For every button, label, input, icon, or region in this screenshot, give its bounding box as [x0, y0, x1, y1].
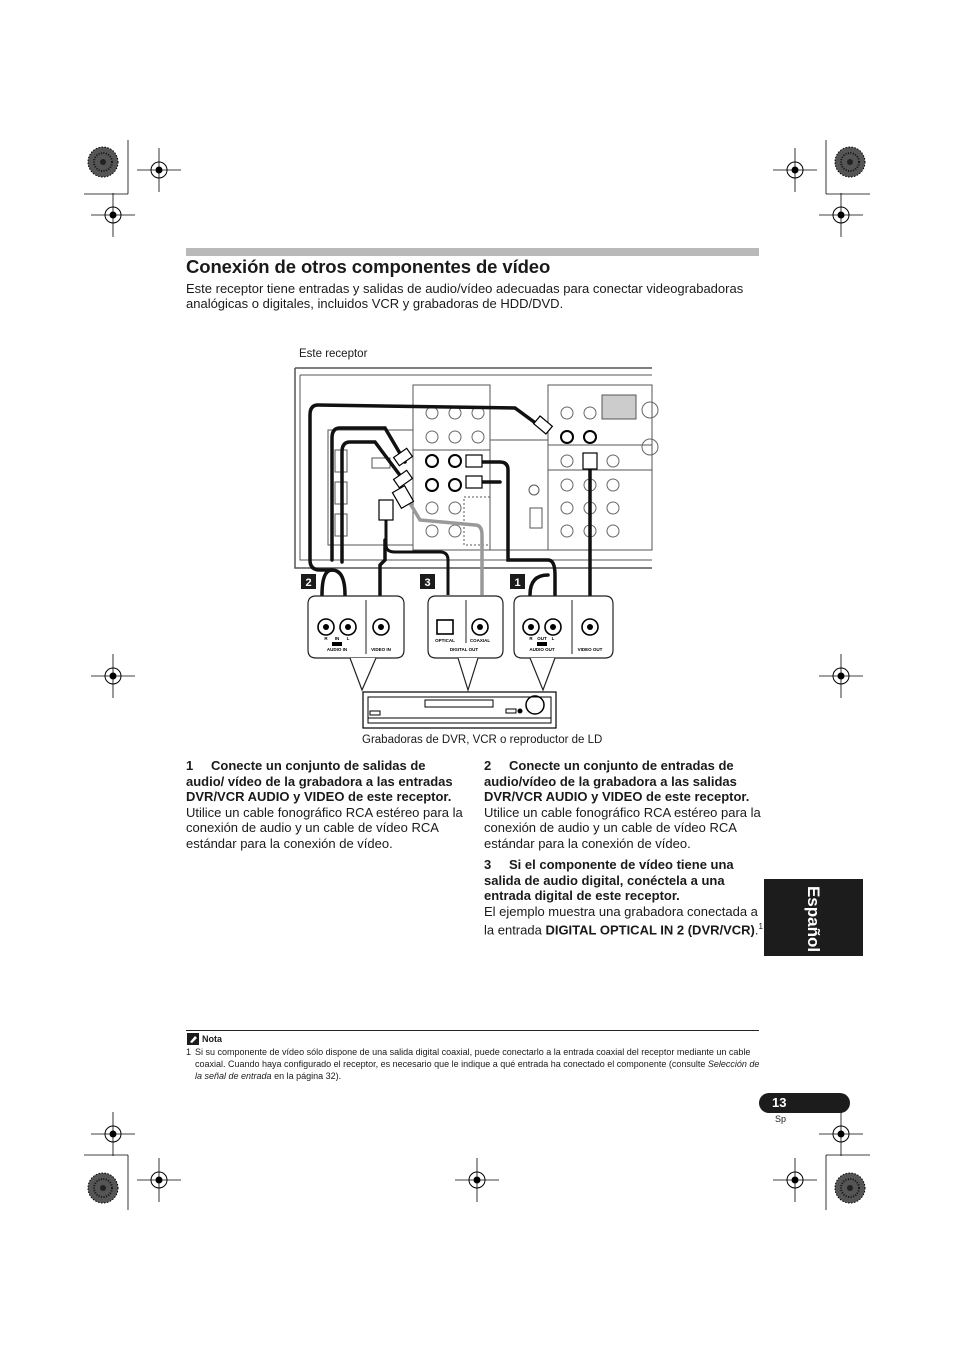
panel-coaxial: COAXIAL [469, 638, 491, 643]
panel-in-l: L [346, 636, 350, 641]
recorder-device [363, 692, 556, 728]
step-1-text: Utilice un cable fonográfico RCA estéreo para la conexión de audio y un cable de vídeo RCA estándar para la conexión de vídeo. [186, 804, 463, 851]
panel-audio-out: AUDIO OUT [529, 647, 555, 652]
panel-digital-out: DIGITAL OUT [449, 647, 479, 652]
note-text-link: Selección de la señal de entrada [195, 1059, 760, 1081]
section-title: Conexión de otros componentes de vídeo [186, 256, 551, 277]
receiver-caption: Este receptor [299, 348, 368, 360]
step-1-heading: Conecte un conjunto de salidas de audio/ vídeo de la grabadora a las entradas DVR/VCR AUDIO y VIDEO de este receptor. [186, 758, 453, 804]
note-text [195, 1046, 761, 1082]
step-3-input-name: DIGITAL OPTICAL IN 2 (DVR/VCR) [545, 922, 755, 938]
panel-out-r: R [529, 636, 533, 641]
language-tab-label: Español [804, 885, 823, 953]
callout-markers [301, 574, 525, 589]
page-number: 13 [772, 1095, 787, 1110]
step-1-number: 1 [186, 758, 194, 773]
panel-in-in: IN [334, 636, 340, 641]
connection-diagram [290, 362, 660, 732]
step-3 [484, 857, 764, 938]
step-2-heading: Conecte un conjunto de entradas de audio/vídeo de la grabadora a las salidas DVR/VCR AUDIO y VIDEO de este receptor. [484, 758, 750, 804]
callout-3: 3 [424, 577, 431, 589]
panel-video-in: VIDEO IN [371, 647, 391, 652]
panel-audio-in: AUDIO IN [326, 647, 348, 652]
panel-optical: OPTICAL [435, 638, 455, 643]
receiver-panel [295, 368, 652, 568]
step-3-heading: Si el componente de vídeo tiene una salida de audio digital, conéctela a una entrada digital de este receptor. [484, 857, 734, 903]
note-text-end: en la página 32). [271, 1071, 342, 1081]
note-number: 1 [186, 1047, 192, 1057]
recorder-caption: Grabadoras de DVR, VCR o reproductor de LD [362, 734, 603, 746]
step-3-period: . [754, 922, 759, 938]
step-2-text: Utilice un cable fonográfico RCA estéreo para la conexión de audio y un cable de vídeo RCA estándar para la conexión de vídeo. [484, 804, 761, 851]
panel-in-r: R [324, 636, 328, 641]
step-3-number: 3 [484, 857, 492, 872]
section-rule [186, 248, 759, 256]
note-rule [186, 1030, 759, 1031]
note-heading: Nota [202, 1034, 222, 1044]
callout-2: 2 [305, 577, 312, 589]
note-icon [187, 1033, 199, 1045]
callout-1: 1 [514, 577, 521, 589]
step-2 [484, 758, 764, 851]
footnote-ref: 1 [758, 922, 763, 931]
note-text-body: Si su componente de vídeo sólo dispone de una salida digital coaxial, puede conectarlo a la entrada coaxial del receptor mediante un cable coaxial. Cuando haya configurado el receptor, es necesario que le indique a qué entrada ha conectado el componente (consulte [195, 1047, 751, 1069]
panel-video-out: VIDEO OUT [577, 647, 603, 652]
step-3-text: El ejemplo muestra una grabadora conectada a la entrada [484, 903, 758, 938]
intro-paragraph: Este receptor tiene entradas y salidas de audio/vídeo adecuadas para conectar videograbadoras analógicas o digitales, incluidos VCR y grabadoras de HDD/DVD. [186, 281, 744, 311]
step-1 [186, 758, 466, 851]
page-language: Sp [775, 1114, 787, 1124]
panel-out-out: OUT [537, 636, 547, 641]
step-2-number: 2 [484, 758, 492, 773]
panel-out-l: L [551, 636, 555, 641]
